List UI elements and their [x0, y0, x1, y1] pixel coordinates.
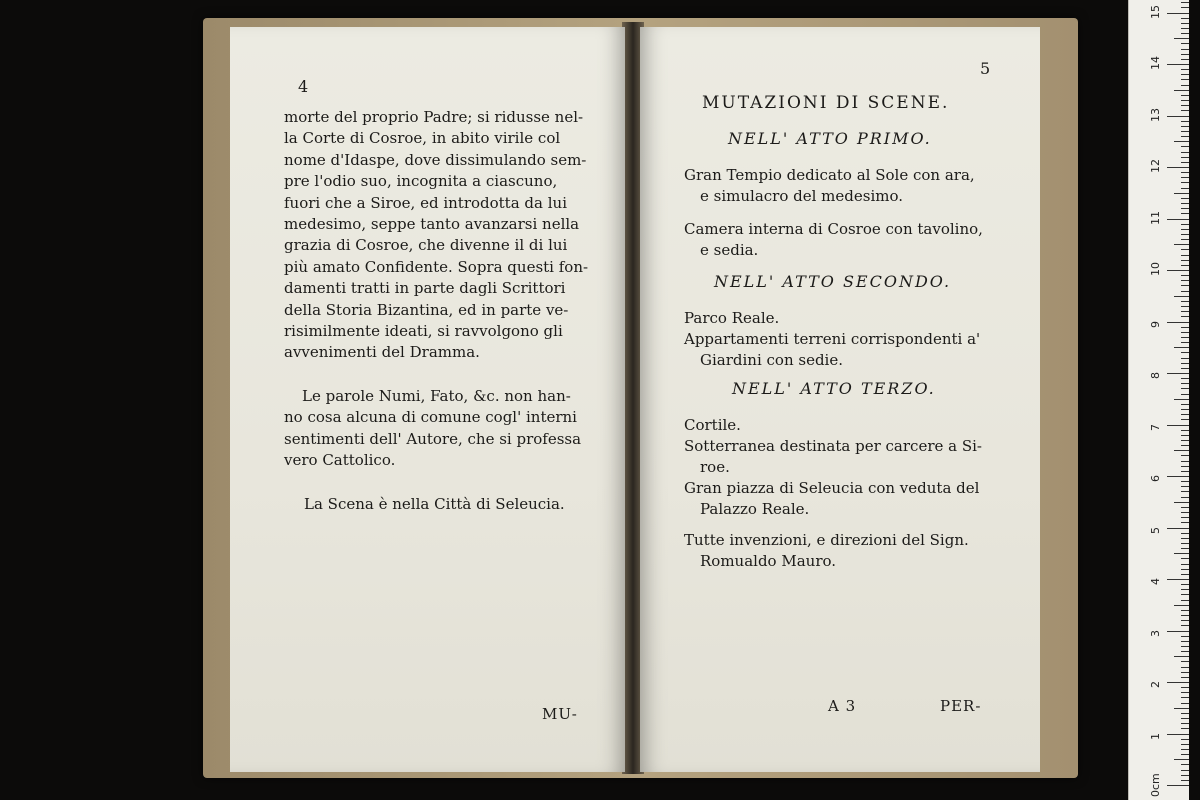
ruler-tick: [1181, 69, 1189, 70]
ruler-tick: [1181, 208, 1189, 209]
ruler-tick: [1181, 291, 1189, 292]
ruler-tick: [1181, 661, 1189, 662]
ruler-tick: [1181, 692, 1189, 693]
ruler-tick: [1181, 368, 1189, 369]
ruler-tick: [1181, 461, 1189, 462]
ruler-tick: [1181, 301, 1189, 302]
scene-line: Parco Reale.: [684, 309, 780, 327]
ruler-label: 4: [1149, 578, 1162, 585]
ruler-label: 8: [1149, 372, 1162, 379]
ruler-tick: [1174, 399, 1189, 400]
ruler-tick: [1181, 54, 1189, 55]
left-page-number: 4: [298, 77, 309, 96]
ruler-tick: [1181, 332, 1189, 333]
ruler-tick: [1181, 23, 1189, 24]
ruler-tick: [1167, 270, 1189, 271]
ruler-tick: [1181, 316, 1189, 317]
ruler-tick: [1181, 172, 1189, 173]
ruler-tick: [1174, 605, 1189, 606]
act-two-scene-2: [684, 329, 980, 371]
ruler-tick: [1181, 430, 1189, 431]
scene-line: Sotterranea destinata per carcere a Si-: [684, 437, 982, 455]
ruler-tick: [1181, 260, 1189, 261]
ruler-label: 9: [1149, 320, 1162, 328]
ruler-tick: [1181, 615, 1189, 616]
ruler-tick: [1181, 352, 1189, 353]
text-line: grazia di Cosroe, che divenne il di lui: [284, 236, 568, 255]
ruler-tick: [1181, 749, 1189, 750]
ruler-label: 6: [1149, 475, 1162, 482]
ruler-tick: [1174, 347, 1189, 348]
ruler-tick: [1181, 481, 1189, 482]
ruler-tick: [1181, 378, 1189, 379]
ruler-tick: [1167, 64, 1189, 65]
ruler-tick: [1181, 203, 1189, 204]
ruler-tick: [1181, 85, 1189, 86]
ruler-tick: [1181, 672, 1189, 673]
ruler-tick: [1167, 579, 1189, 580]
text-line: avvenimenti del Dramma.: [284, 343, 480, 362]
ruler-tick: [1181, 687, 1189, 688]
text-line: risimilmente ideati, si ravvolgono gli: [284, 322, 563, 341]
ruler-tick: [1167, 322, 1189, 323]
ruler-tick: [1181, 306, 1189, 307]
ruler-tick: [1167, 631, 1189, 632]
ruler-tick: [1181, 512, 1189, 513]
ruler-tick: [1181, 255, 1189, 256]
ruler-label: 3: [1149, 629, 1162, 637]
ruler-tick: [1181, 43, 1189, 44]
ruler-tick: [1181, 146, 1189, 147]
ruler-tick: [1181, 728, 1189, 729]
ruler-tick: [1181, 440, 1189, 441]
ruler-tick: [1181, 311, 1189, 312]
ruler-tick: [1181, 548, 1189, 549]
scene-line: e sedia.: [700, 241, 759, 259]
left-catchword: MU-: [542, 705, 578, 723]
ruler-tick: [1174, 296, 1189, 297]
ruler-tick: [1181, 404, 1189, 405]
text-line: medesimo, seppe tanto avanzarsi nella: [284, 215, 580, 234]
ruler-tick: [1174, 502, 1189, 503]
ruler-tick: [1167, 528, 1189, 529]
ruler-tick: [1181, 409, 1189, 410]
scene-line: Giardini con sedie.: [700, 351, 843, 369]
right-catchword: PER-: [940, 697, 982, 715]
ruler-tick: [1167, 785, 1189, 786]
ruler-tick: [1181, 538, 1189, 539]
ruler-tick: [1181, 625, 1189, 626]
ruler-tick: [1181, 486, 1189, 487]
ruler-tick: [1181, 667, 1189, 668]
ruler-tick: [1181, 105, 1189, 106]
ruler-tick: [1181, 224, 1189, 225]
ruler-tick: [1181, 723, 1189, 724]
ruler-label: 14: [1149, 56, 1162, 70]
act-two-scene-1: [684, 308, 779, 329]
scene-line: Appartamenti terreni corrispondenti a': [684, 330, 981, 348]
act-three-heading: NELL' ATTO TERZO.: [732, 379, 936, 398]
ruler-tick: [1181, 620, 1189, 621]
act-one-scene-2: [684, 219, 983, 261]
ruler-tick: [1181, 455, 1189, 456]
ruler-tick: [1181, 677, 1189, 678]
ruler-tick: [1181, 280, 1189, 281]
ruler-tick: [1181, 95, 1189, 96]
ruler-tick: [1181, 569, 1189, 570]
ruler-tick: [1174, 141, 1189, 142]
ruler-tick: [1181, 697, 1189, 698]
ruler-tick: [1167, 116, 1189, 117]
text-line: morte del proprio Padre; si ridusse nel-: [284, 108, 584, 126]
section-title: MUTAZIONI DI SCENE.: [702, 93, 950, 113]
act-one-scene-1: [684, 165, 975, 207]
ruler-tick: [1181, 121, 1189, 122]
ruler-tick: [1181, 33, 1189, 34]
ruler-tick: [1181, 564, 1189, 565]
ruler-tick: [1181, 445, 1189, 446]
ruler-tick: [1181, 775, 1189, 776]
ruler-tick: [1174, 450, 1189, 451]
ruler-tick: [1181, 59, 1189, 60]
text-line: fuori che a Siroe, ed introdotta da lui: [284, 193, 567, 212]
ruler-tick: [1167, 13, 1189, 14]
ruler-tick: [1181, 275, 1189, 276]
ruler-tick: [1181, 337, 1189, 338]
ruler-tick: [1181, 28, 1189, 29]
ruler-label: 10: [1149, 262, 1162, 276]
ruler-tick: [1181, 610, 1189, 611]
ruler-tick: [1181, 182, 1189, 183]
ruler-tick: [1181, 744, 1189, 745]
ruler-tick: [1181, 517, 1189, 518]
right-page: [640, 27, 1040, 772]
ruler-tick: [1174, 656, 1189, 657]
ruler-tick: [1181, 177, 1189, 178]
ruler-tick: [1181, 419, 1189, 420]
left-body-paragraph: [284, 107, 588, 364]
scene-line: Camera interna di Cosroe con tavolino,: [684, 220, 983, 238]
ruler-tick: [1181, 522, 1189, 523]
ruler-tick: [1181, 136, 1189, 137]
text-line: damenti tratti in parte dagli Scrittori: [284, 279, 566, 298]
ruler-tick: [1181, 388, 1189, 389]
ruler-tick: [1181, 718, 1189, 719]
ruler-label: 1: [1149, 732, 1162, 740]
ruler-label: 2: [1149, 681, 1162, 688]
ruler-tick: [1167, 476, 1189, 477]
text-line: più amato Confidente. Sopra questi fon-: [284, 257, 589, 276]
ruler-tick: [1181, 641, 1189, 642]
right-page-number: 5: [980, 59, 991, 78]
ruler-tick: [1181, 471, 1189, 472]
ruler-tick: [1181, 131, 1189, 132]
scene-location-line: La Scena è nella Città di Seleucia.: [304, 494, 565, 513]
scene-line: Cortile.: [684, 416, 741, 434]
ruler-tick: [1181, 435, 1189, 436]
left-page-body: [284, 107, 588, 515]
credit-line: Romualdo Mauro.: [700, 552, 837, 570]
text-line: nome d'Idaspe, dove dissimulando sem-: [284, 150, 587, 169]
ruler-tick: [1174, 38, 1189, 39]
text-line: della Storia Bizantina, ed in parte ve-: [284, 300, 569, 319]
ruler-tick: [1181, 703, 1189, 704]
ruler-label: 5: [1149, 526, 1162, 534]
ruler-tick: [1181, 327, 1189, 328]
measurement-ruler: [1128, 0, 1189, 800]
credit-line: Tutte invenzioni, e direzioni del Sign.: [684, 531, 969, 549]
ruler-label: 11: [1149, 210, 1162, 225]
ruler-tick: [1181, 507, 1189, 508]
ruler-tick: [1181, 285, 1189, 286]
ruler-tick: [1181, 358, 1189, 359]
ruler-tick: [1181, 466, 1189, 467]
ruler-tick: [1181, 414, 1189, 415]
ruler-tick: [1181, 754, 1189, 755]
ruler-tick: [1181, 188, 1189, 189]
ruler-tick: [1181, 229, 1189, 230]
ruler-tick: [1181, 491, 1189, 492]
ruler-tick: [1181, 234, 1189, 235]
ruler-unit-label: 0cm: [1149, 773, 1162, 797]
ruler-tick: [1181, 162, 1189, 163]
ruler-tick: [1181, 7, 1189, 8]
ruler-tick: [1181, 646, 1189, 647]
ruler-tick: [1181, 558, 1189, 559]
act-two-heading: NELL' ATTO SECONDO.: [714, 272, 952, 291]
scene-line: Palazzo Reale.: [700, 500, 810, 518]
ruler-tick: [1181, 126, 1189, 127]
act-three-scene-3: [684, 478, 979, 520]
ruler-tick: [1167, 219, 1189, 220]
ruler-tick: [1181, 383, 1189, 384]
ruler-tick: [1181, 764, 1189, 765]
ruler-tick: [1181, 713, 1189, 714]
ruler-tick: [1181, 497, 1189, 498]
ruler-tick: [1181, 79, 1189, 80]
ruler-tick: [1167, 373, 1189, 374]
ruler-tick: [1174, 193, 1189, 194]
ruler-label: 12: [1149, 159, 1162, 173]
ruler-tick: [1181, 100, 1189, 101]
ruler-tick: [1181, 49, 1189, 50]
scene-line: Gran Tempio dedicato al Sole con ara,: [684, 166, 975, 184]
act-three-scene-2: [684, 436, 982, 478]
text-line: vero Cattolico.: [284, 451, 396, 470]
text-line: sentimenti dell' Autore, che si professa: [284, 429, 582, 448]
ruler-tick: [1181, 780, 1189, 781]
ruler-label: 15: [1149, 4, 1162, 19]
ruler-tick: [1174, 244, 1189, 245]
ruler-tick: [1181, 394, 1189, 395]
ruler-tick: [1181, 739, 1189, 740]
ruler-tick: [1181, 2, 1189, 3]
text-line: no cosa alcuna di comune cogl' interni: [284, 408, 577, 427]
signature-mark: A 3: [828, 697, 857, 715]
ruler-tick: [1167, 425, 1189, 426]
ruler-tick: [1181, 589, 1189, 590]
ruler-tick: [1174, 90, 1189, 91]
ruler-tick: [1174, 553, 1189, 554]
ruler-tick: [1181, 265, 1189, 266]
left-page: [230, 27, 625, 772]
scene-line: e simulacro del medesimo.: [700, 187, 904, 205]
ruler-tick: [1167, 167, 1189, 168]
left-note-paragraph: [284, 386, 588, 472]
ruler-tick: [1181, 533, 1189, 534]
ruler-tick: [1181, 636, 1189, 637]
text-line: Le parole Numi, Fato, &c. non han-: [302, 386, 571, 405]
ruler-tick: [1167, 734, 1189, 735]
ruler-tick: [1181, 239, 1189, 240]
ruler-tick: [1181, 574, 1189, 575]
ruler-tick: [1181, 594, 1189, 595]
scene-line: roe.: [700, 458, 730, 476]
ruler-tick: [1181, 651, 1189, 652]
ruler-tick: [1181, 584, 1189, 585]
ruler-tick: [1181, 18, 1189, 19]
ruler-tick: [1181, 770, 1189, 771]
ruler-tick: [1181, 157, 1189, 158]
ruler-tick: [1167, 682, 1189, 683]
ruler-tick: [1181, 543, 1189, 544]
text-line: la Corte di Cosroe, in abito virile col: [284, 129, 561, 148]
ruler-tick: [1181, 342, 1189, 343]
ruler-tick: [1174, 708, 1189, 709]
ruler-tick: [1174, 759, 1189, 760]
ruler-tick: [1181, 110, 1189, 111]
text-line: pre l'odio suo, incognita a ciascuno,: [284, 172, 558, 191]
ruler-label: 7: [1149, 423, 1162, 431]
credit-block: [684, 530, 969, 572]
act-three-scene-1: [684, 415, 741, 436]
ruler-tick: [1181, 152, 1189, 153]
act-one-heading: NELL' ATTO PRIMO.: [728, 129, 932, 148]
ruler-label: 13: [1149, 107, 1162, 122]
scene-line: Gran piazza di Seleucia con veduta del: [684, 479, 980, 497]
ruler-tick: [1181, 213, 1189, 214]
ruler-tick: [1181, 600, 1189, 601]
ruler-tick: [1181, 363, 1189, 364]
ruler-tick: [1181, 198, 1189, 199]
ruler-tick: [1181, 249, 1189, 250]
ruler-tick: [1181, 74, 1189, 75]
